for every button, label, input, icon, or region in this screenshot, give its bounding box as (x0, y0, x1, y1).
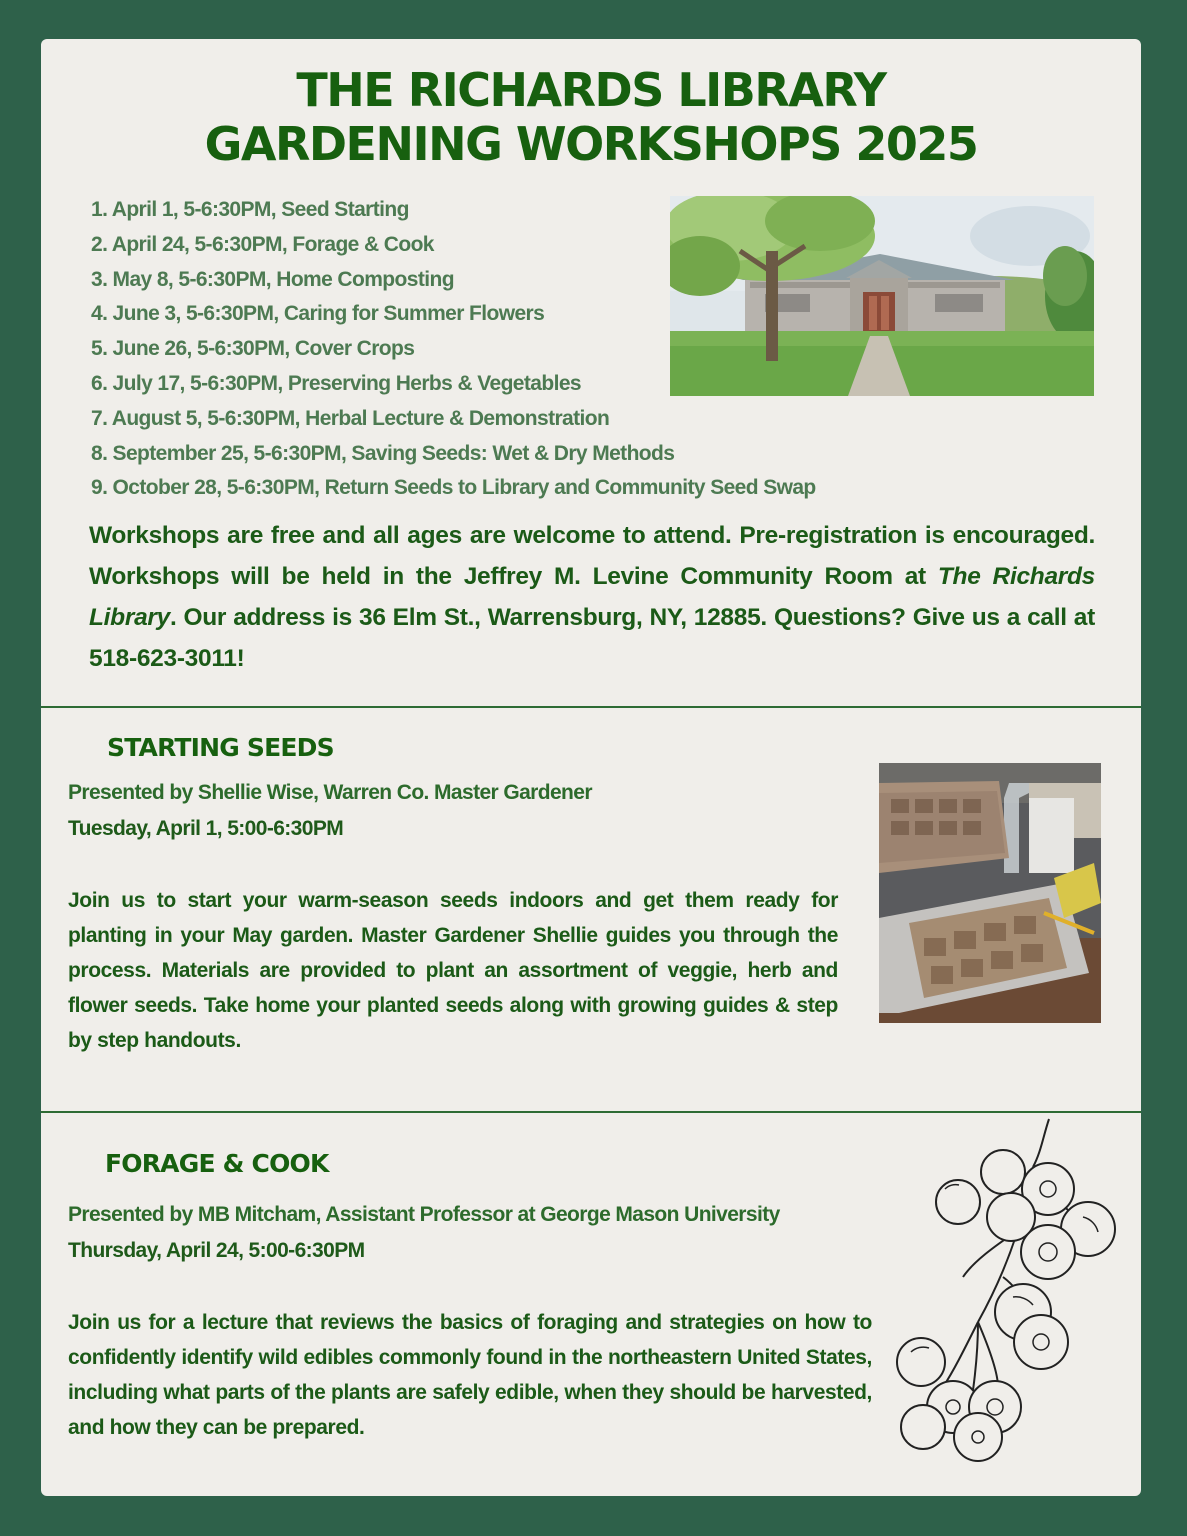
forage-cook-description: Join us for a lecture that reviews the basics of foraging and strategies on how to confidently identify wild edibles commonly found in the northeastern United States, including what parts of the plants are safely edible, when they should be harvested, and how they can be prepared. (68, 1311, 872, 1439)
starting-seeds-title: STARTING SEEDS (107, 733, 334, 762)
section-divider (41, 706, 1141, 708)
seed-trays-photo (879, 763, 1101, 1023)
schedule-item: 3. May 8, 5-6:30PM, Home Composting (91, 267, 454, 291)
schedule-item: 6. July 17, 5-6:30PM, Preserving Herbs & Vegetables (91, 371, 581, 395)
schedule-item: 7. August 5, 5-6:30PM, Herbal Lecture & Demonstration (91, 406, 610, 430)
schedule-item: 1. April 1, 5-6:30PM, Seed Starting (91, 198, 409, 221)
starting-seeds-date: Tuesday, April 1, 5:00-6:30PM (68, 817, 344, 840)
section-divider (41, 1111, 1141, 1113)
schedule-item: 5. June 26, 5-6:30PM, Cover Crops (91, 337, 415, 361)
forage-cook-title: FORAGE & COOK (105, 1149, 329, 1178)
berry-illustration-icon (883, 1117, 1131, 1465)
flyer-card (41, 39, 1141, 1496)
forage-cook-presenter: Presented by MB Mitcham, Assistant Professor at George Mason University (68, 1203, 780, 1226)
title-line-2: GARDENING WORKSHOPS 2025 (204, 117, 978, 171)
library-watercolor-image (670, 196, 1094, 396)
schedule-item: 4. June 3, 5-6:30PM, Caring for Summer Flowers (91, 302, 545, 326)
info-text-1: Workshops are free and all ages are welcome to attend. Pre-registration is encouraged. Workshops will be held in the Jeffrey M. Levine Community Room at (89, 522, 1095, 590)
schedule-item: 8. September 25, 5-6:30PM, Saving Seeds: Wet & Dry Methods (91, 441, 675, 465)
forage-cook-date: Thursday, April 24, 5:00-6:30PM (68, 1239, 365, 1262)
title-line-1: THE RICHARDS LIBRARY (296, 63, 886, 117)
schedule-item: 2. April 24, 5-6:30PM, Forage & Cook (91, 232, 434, 256)
info-text-2: . Our address is 36 Elm St., Warrensburg, NY, 12885. Questions? Give us a call at 518-623-3011! (89, 604, 1095, 672)
workshop-info-paragraph (89, 515, 1095, 679)
library-name: The Richards Library (89, 563, 1095, 631)
starting-seeds-description: Join us to start your warm-season seeds indoors and get them ready for planting in your May garden. Master Gardener Shellie guides you through the process. Materials are provided to plant an assortment of veggie, herb and flower seeds. Take home your planted seeds along with growing guides & step by step handouts. (68, 889, 838, 1052)
starting-seeds-presenter: Presented by Shellie Wise, Warren Co. Master Gardener (68, 781, 592, 804)
schedule-item: 9. October 28, 5-6:30PM, Return Seeds to Library and Community Seed Swap (91, 476, 816, 500)
